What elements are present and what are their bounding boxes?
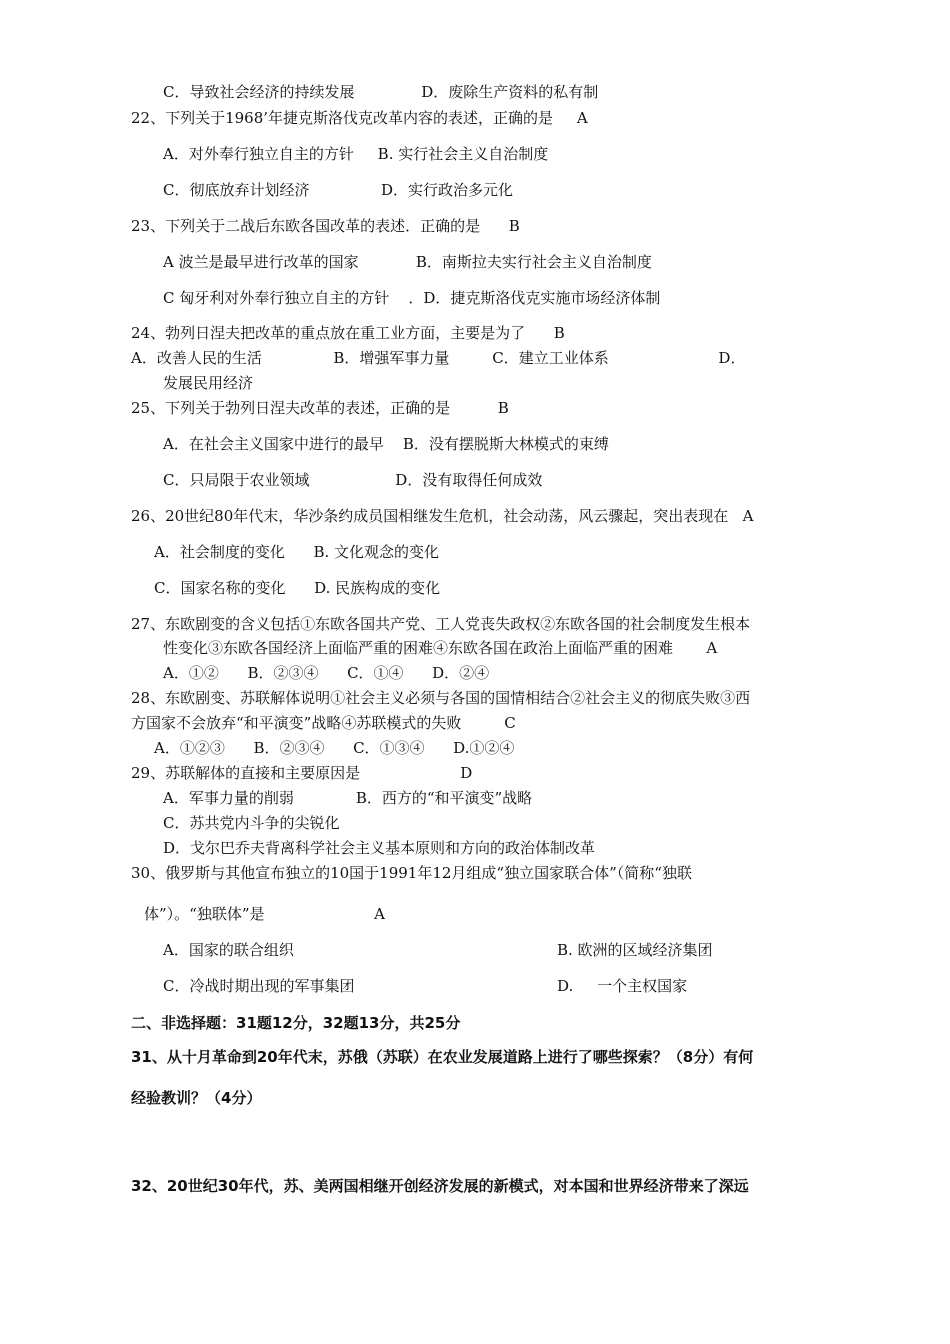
q29-option-c: C．苏共党内斗争的尖锐化 — [163, 814, 340, 832]
q28-stem-line2: 方国家不会放弃“和平演变”战略④苏联模式的失败 C — [131, 714, 516, 732]
q30-option-a: A．国家的联合组织 — [163, 941, 294, 959]
q25-options-ab: A．在社会主义国家中进行的最早 B．没有摆脱斯大林模式的束缚 — [163, 435, 609, 453]
q28-options: A．①②③ B．②③④ C．①③④ D.①②④ — [154, 739, 515, 757]
q30-option-b: B. 欧洲的区域经济集团 — [557, 941, 713, 959]
q30-option-c: C．冷战时期出现的军事集团 — [163, 977, 355, 995]
q24-stem: 24、勃列日涅夫把改革的重点放在重工业方面，主要是为了 B — [131, 324, 565, 342]
q25-options-cd: C．只局限于农业领域 D．没有取得任何成效 — [163, 471, 543, 489]
q30-stem-line2: 体”）。“独联体”是 A — [144, 905, 386, 923]
q32-stem-line1: 32、20世纪30年代，苏、美两国相继开创经济发展的新模式，对本国和世界经济带来了深远 — [131, 1177, 749, 1195]
q22-stem: 22、下列关于1968’年捷克斯洛伐克改革内容的表述，正确的是 A — [131, 109, 588, 127]
q27-stem-line2: 性变化③东欧各国经济上面临严重的困难④东欧各国在政治上面临严重的困难 A — [163, 639, 718, 657]
q26-options-ab: A．社会制度的变化 B. 文化观念的变化 — [154, 543, 440, 561]
q28-stem-line1: 28、东欧剧变、苏联解体说明①社会主义必须与各国的国情相结合②社会主义的彻底失败③西 — [131, 689, 751, 707]
q31-stem-line1: 31、从十月革命到20年代末，苏俄（苏联）在农业发展道路上进行了哪些探索？（8分）有何 — [131, 1048, 754, 1066]
q22-options-ab: A．对外奉行独立自主的方针 B. 实行社会主义自治制度 — [163, 145, 549, 163]
q23-options-cd: C 匈牙利对外奉行独立自主的方针 ．D．捷克斯洛伐克实施市场经济体制 — [163, 289, 661, 307]
q29-stem: 29、苏联解体的直接和主要原因是 D — [131, 764, 473, 782]
q26-options-cd: C．国家名称的变化 D. 民族构成的变化 — [154, 579, 441, 597]
q29-option-d: D．戈尔巴乔夫背离科学社会主义基本原则和方向的政治体制改革 — [163, 839, 596, 857]
q26-stem: 26、20世纪80年代末，华沙条约成员国相继发生危机，社会动荡，风云骤起，突出表现在 A — [131, 507, 754, 525]
q29-options-ab: A．军事力量的削弱 B．西方的“和平演变”战略 — [163, 789, 533, 807]
q30-stem-line1: 30、俄罗斯与其他宣布独立的10国于1991年12月组成“独立国家联合体”（简称“独联 — [131, 864, 692, 882]
q25-stem: 25、下列关于勃列日涅夫改革的表述，正确的是 B — [131, 399, 509, 417]
q23-stem: 23、下列关于二战后东欧各国改革的表述．正确的是 B — [131, 217, 520, 235]
q21-options-cd: C．导致社会经济的持续发展 D．废除生产资料的私有制 — [163, 83, 599, 101]
q31-stem-line2: 经验教训？（4分） — [131, 1089, 262, 1107]
section-heading-non-choice: 二、非选择题：31题12分，32题13分，共25分 — [131, 1014, 461, 1032]
q24-option-d-cont: 发展民用经济 — [163, 374, 254, 392]
q23-options-ab: A 波兰是最早进行改革的国家 B．南斯拉夫实行社会主义自治制度 — [163, 253, 652, 271]
q24-options: A．改善人民的生活 B．增强军事力量 C．建立工业体系 D． — [131, 349, 746, 367]
q22-options-cd: C．彻底放弃计划经济 D．实行政治多元化 — [163, 181, 514, 199]
q30-option-d: D. 一个主权国家 — [557, 977, 688, 995]
q27-stem-line1: 27、东欧剧变的含义包括①东欧各国共产党、工人党丧失政权②东欧各国的社会制度发生根本 — [131, 615, 751, 633]
q27-options: A．①② B．②③④ C．①④ D．②④ — [163, 664, 490, 682]
